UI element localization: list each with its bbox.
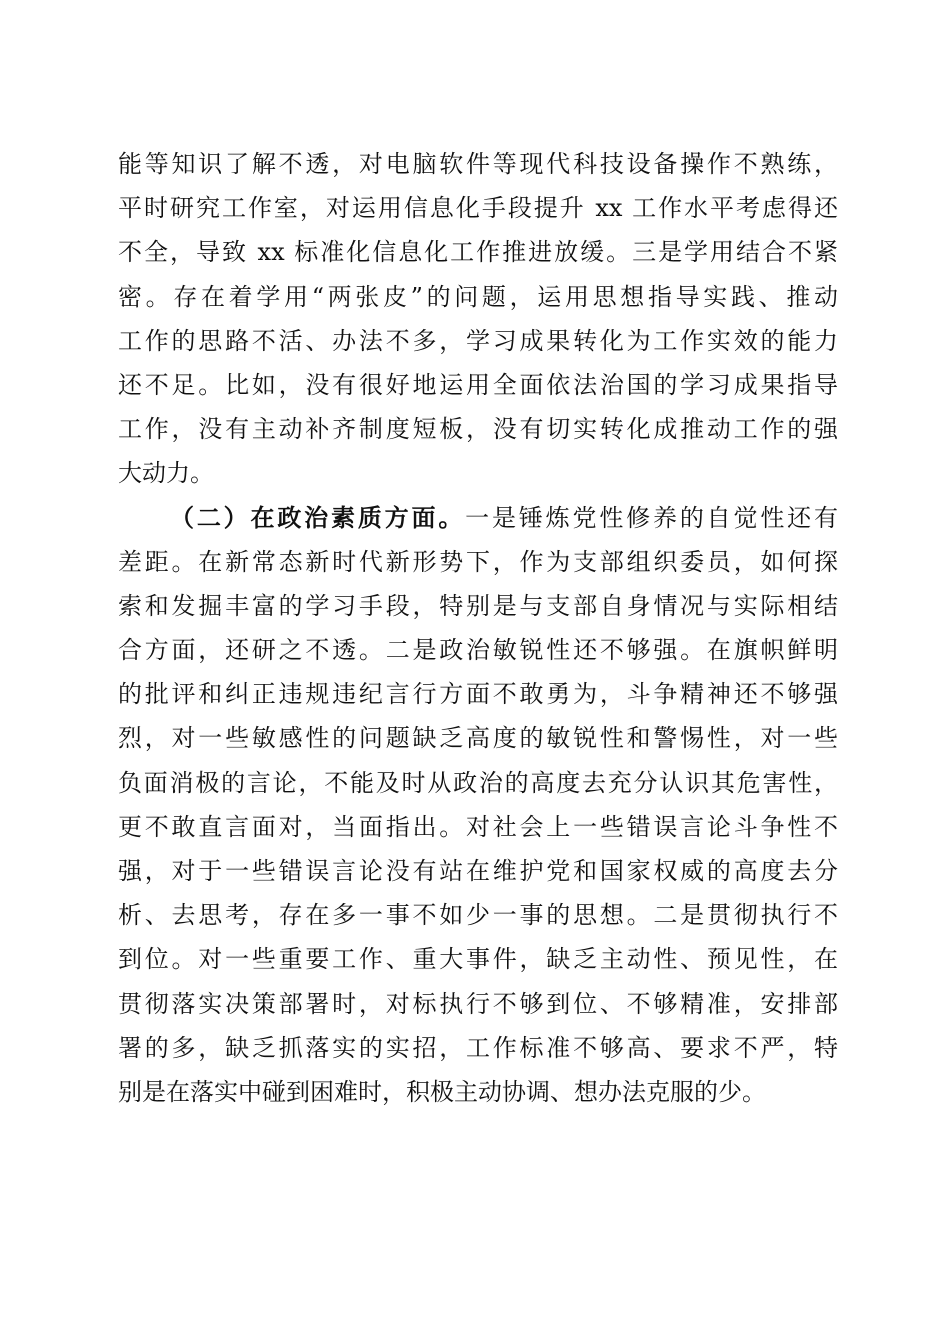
paragraph-line: 烈，对一些敏感性的问题缺乏高度的敏锐性和警惕性，对一些 (118, 724, 838, 753)
paragraph-line: 强，对于一些错误言论没有站在维护党和国家权威的高度去分 (118, 857, 838, 885)
paragraph-line: 差距。在新常态新时代新形势下，作为支部组织委员，如何探 (118, 547, 838, 576)
paragraph-line: 的批评和纠正违规违纪言行方面不敢勇为，斗争精神还不够强 (118, 680, 838, 709)
paragraph-line: 别是在落实中碰到困难时，积极主动协调、想办法克服的少。 (118, 1077, 766, 1106)
paragraph-line: 索和发掘丰富的学习手段，特别是与支部自身情况与实际相结 (118, 591, 838, 620)
paragraph-1 (118, 142, 838, 496)
paragraph-first-line (118, 496, 838, 540)
document-body (118, 142, 838, 1114)
paragraph-line: 能等知识了解不透，对电脑软件等现代科技设备操作不熟练， (118, 150, 838, 178)
paragraph-line: 工作，没有主动补齐制度短板，没有切实转化成推动工作的强 (118, 415, 838, 444)
paragraph-line: 贯彻落实决策部署时，对标执行不够到位、不够精准，安排部 (118, 989, 838, 1018)
paragraph-line: 合方面，还研之不透。二是政治敏锐性还不够强。在旗帜鲜明 (118, 636, 838, 665)
paragraph-line: 到位。对一些重要工作、重大事件，缺乏主动性、预见性，在 (118, 945, 838, 974)
section-heading: （二）在政治素质方面。 (170, 502, 466, 532)
paragraph-line: 工作的思路不活、办法不多，学习成果转化为工作实效的能力 (118, 326, 838, 355)
paragraph-line: 析、去思考，存在多一事不如少一事的思想。二是贯彻执行不 (118, 901, 838, 930)
paragraph-text: 一是锤炼党性修养的自觉性还有 (465, 503, 839, 532)
paragraph-line: 密。存在着学用“两张皮”的问题，运用思想指导实践、推动 (118, 282, 838, 311)
paragraph-line: 署的多，缺乏抓落实的实招，工作标准不够高、要求不严，特 (118, 1033, 838, 1062)
paragraph-line: 更不敢直言面对，当面指出。对社会上一些错误言论斗争性不 (118, 812, 838, 841)
paragraph-line: 平时研究工作室，对运用信息化手段提升 xx 工作水平考虑得还 (118, 194, 838, 223)
paragraph-line: 负面消极的言论，不能及时从政治的高度去充分认识其危害性， (118, 768, 838, 797)
paragraph-line: 还不足。比如，没有很好地运用全面依法治国的学习成果指导 (118, 370, 838, 399)
paragraph-line: 大动力。 (118, 459, 214, 488)
paragraph-2 (118, 496, 838, 1115)
paragraph-line: 不全，导致 xx 标准化信息化工作推进放缓。三是学用结合不紧 (118, 238, 838, 267)
